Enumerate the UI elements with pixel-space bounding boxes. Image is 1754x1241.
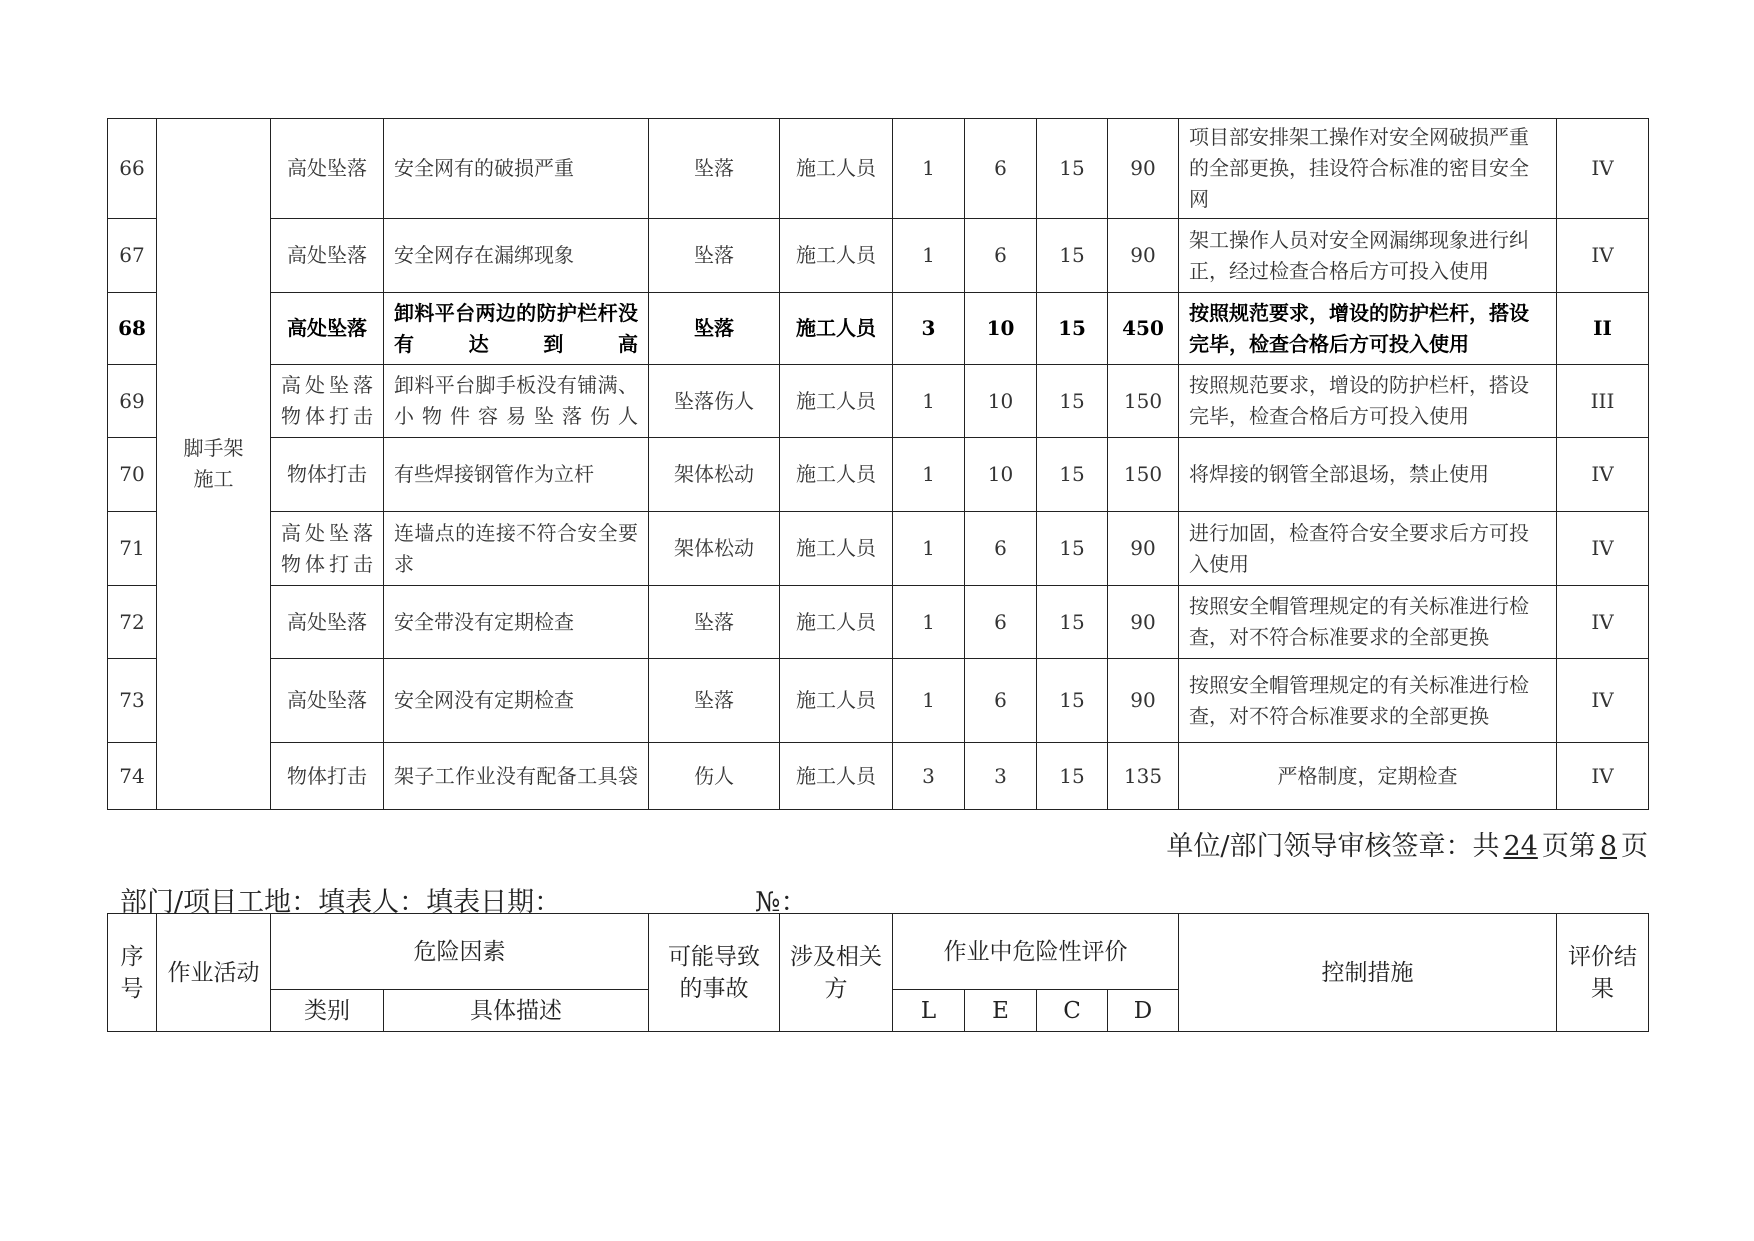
score-E: 6 <box>965 219 1037 293</box>
score-D: 150 <box>1108 365 1179 438</box>
hazard-category: 高处坠落 <box>271 659 384 743</box>
evaluation-result: II <box>1557 293 1649 365</box>
row-number: 67 <box>108 219 157 293</box>
row-number: 66 <box>108 119 157 219</box>
possible-accident: 坠落 <box>649 586 780 659</box>
possible-accident: 架体松动 <box>649 512 780 586</box>
score-L: 1 <box>893 219 965 293</box>
score-D: 150 <box>1108 438 1179 512</box>
hazard-category: 高处坠落物体打击 <box>271 365 384 438</box>
possible-accident: 坠落 <box>649 219 780 293</box>
row-number: 70 <box>108 438 157 512</box>
score-C: 15 <box>1037 512 1108 586</box>
control-measure: 项目部安排架工操作对安全网破损严重的全部更换，挂设符合标准的密目安全网 <box>1179 119 1557 219</box>
score-E: 6 <box>965 512 1037 586</box>
possible-accident: 架体松动 <box>649 438 780 512</box>
table-row <box>108 293 1649 365</box>
score-D: 90 <box>1108 586 1179 659</box>
score-C: 15 <box>1037 293 1108 365</box>
header-C: C <box>1037 990 1108 1032</box>
involved-party: 施工人员 <box>780 586 893 659</box>
involved-party: 施工人员 <box>780 119 893 219</box>
possible-accident: 坠落伤人 <box>649 365 780 438</box>
involved-party: 施工人员 <box>780 219 893 293</box>
evaluation-result: IV <box>1557 119 1649 219</box>
approval-line: 单位/部门领导审核签章：共 24 页第 8 页 <box>1166 831 1648 862</box>
score-C: 15 <box>1037 743 1108 810</box>
table-header-repeat <box>107 913 1649 1032</box>
score-C: 15 <box>1037 365 1108 438</box>
row-number: 72 <box>108 586 157 659</box>
score-L: 1 <box>893 119 965 219</box>
score-L: 3 <box>893 293 965 365</box>
activity-cell: 脚手架施工 <box>157 119 271 810</box>
score-D: 135 <box>1108 743 1179 810</box>
score-E: 6 <box>965 586 1037 659</box>
row-number: 68 <box>108 293 157 365</box>
involved-party: 施工人员 <box>780 438 893 512</box>
involved-party: 施工人员 <box>780 512 893 586</box>
header-accident: 可能导致的事故 <box>649 914 780 1032</box>
table-row <box>108 438 1649 512</box>
header-activity: 作业活动 <box>157 914 271 1032</box>
hazard-category: 高处坠落物体打击 <box>271 512 384 586</box>
evaluation-result: IV <box>1557 438 1649 512</box>
score-C: 15 <box>1037 438 1108 512</box>
total-pages: 24 <box>1503 831 1538 862</box>
hazard-category: 高处坠落 <box>271 293 384 365</box>
header-E: E <box>965 990 1037 1032</box>
score-D: 450 <box>1108 293 1179 365</box>
score-C: 15 <box>1037 586 1108 659</box>
evaluation-result: III <box>1557 365 1649 438</box>
control-measure: 严格制度，定期检查 <box>1179 743 1557 810</box>
involved-party: 施工人员 <box>780 365 893 438</box>
score-D: 90 <box>1108 659 1179 743</box>
row-number: 71 <box>108 512 157 586</box>
score-D: 90 <box>1108 219 1179 293</box>
header-measures: 控制措施 <box>1179 914 1557 1032</box>
score-L: 3 <box>893 743 965 810</box>
score-E: 10 <box>965 293 1037 365</box>
row-number: 73 <box>108 659 157 743</box>
score-E: 10 <box>965 438 1037 512</box>
control-measure: 按照规范要求，增设的防护栏杆，搭设完毕，检查合格后方可投入使用 <box>1179 293 1557 365</box>
hazard-description: 架子工作业没有配备工具袋 <box>384 743 649 810</box>
hazard-description: 卸料平台脚手板没有铺满、小物件容易坠落伤人 <box>384 365 649 438</box>
table-row <box>108 219 1649 293</box>
header-seq: 序号 <box>108 914 157 1032</box>
hazard-description: 有些焊接钢管作为立杆 <box>384 438 649 512</box>
possible-accident: 伤人 <box>649 743 780 810</box>
score-E: 3 <box>965 743 1037 810</box>
score-L: 1 <box>893 659 965 743</box>
hazard-category: 物体打击 <box>271 438 384 512</box>
score-E: 6 <box>965 659 1037 743</box>
header-hazard: 危险因素 <box>271 914 649 990</box>
control-measure: 按照安全帽管理规定的有关标准进行检查，对不符合标准要求的全部更换 <box>1179 659 1557 743</box>
involved-party: 施工人员 <box>780 743 893 810</box>
table-row <box>108 659 1649 743</box>
hazard-category: 高处坠落 <box>271 586 384 659</box>
evaluation-result: IV <box>1557 219 1649 293</box>
involved-party: 施工人员 <box>780 293 893 365</box>
table-row <box>108 512 1649 586</box>
hazard-description: 连墙点的连接不符合安全要求 <box>384 512 649 586</box>
score-L: 1 <box>893 586 965 659</box>
row-number: 74 <box>108 743 157 810</box>
score-D: 90 <box>1108 119 1179 219</box>
score-E: 6 <box>965 119 1037 219</box>
possible-accident: 坠落 <box>649 119 780 219</box>
control-measure: 按照规范要求，增设的防护栏杆，搭设完毕，检查合格后方可投入使用 <box>1179 365 1557 438</box>
page-number: 8 <box>1599 831 1617 862</box>
row-number: 69 <box>108 365 157 438</box>
involved-party: 施工人员 <box>780 659 893 743</box>
score-L: 1 <box>893 438 965 512</box>
header-L: L <box>893 990 965 1032</box>
hazard-table <box>107 118 1649 810</box>
hazard-description: 卸料平台两边的防护栏杆没有达到高 <box>384 293 649 365</box>
header-evaluation: 作业中危险性评价 <box>893 914 1179 990</box>
score-C: 15 <box>1037 659 1108 743</box>
header-result: 评价结果 <box>1557 914 1649 1032</box>
hazard-category: 物体打击 <box>271 743 384 810</box>
table-row <box>108 365 1649 438</box>
possible-accident: 坠落 <box>649 659 780 743</box>
hazard-category: 高处坠落 <box>271 119 384 219</box>
score-L: 1 <box>893 512 965 586</box>
hazard-category: 高处坠落 <box>271 219 384 293</box>
possible-accident: 坠落 <box>649 293 780 365</box>
header-D: D <box>1108 990 1179 1032</box>
form-number-label: №： <box>755 887 808 918</box>
control-measure: 按照安全帽管理规定的有关标准进行检查，对不符合标准要求的全部更换 <box>1179 586 1557 659</box>
hazard-description: 安全网存在漏绑现象 <box>384 219 649 293</box>
hazard-description: 安全带没有定期检查 <box>384 586 649 659</box>
score-L: 1 <box>893 365 965 438</box>
table-row <box>108 119 1649 219</box>
score-D: 90 <box>1108 512 1179 586</box>
header-party: 涉及相关方 <box>780 914 893 1032</box>
evaluation-result: IV <box>1557 512 1649 586</box>
score-C: 15 <box>1037 219 1108 293</box>
evaluation-result: IV <box>1557 586 1649 659</box>
evaluation-result: IV <box>1557 659 1649 743</box>
control-measure: 进行加固，检查符合安全要求后方可投入使用 <box>1179 512 1557 586</box>
header-category: 类别 <box>271 990 384 1032</box>
hazard-description: 安全网有的破损严重 <box>384 119 649 219</box>
form-info-line: 部门/项目工地：填表人：填表日期： <box>120 887 562 918</box>
evaluation-result: IV <box>1557 743 1649 810</box>
score-C: 15 <box>1037 119 1108 219</box>
control-measure: 架工操作人员对安全网漏绑现象进行纠正，经过检查合格后方可投入使用 <box>1179 219 1557 293</box>
table-row <box>108 586 1649 659</box>
header-description: 具体描述 <box>384 990 649 1032</box>
table-row <box>108 743 1649 810</box>
control-measure: 将焊接的钢管全部退场，禁止使用 <box>1179 438 1557 512</box>
hazard-description: 安全网没有定期检查 <box>384 659 649 743</box>
score-E: 10 <box>965 365 1037 438</box>
